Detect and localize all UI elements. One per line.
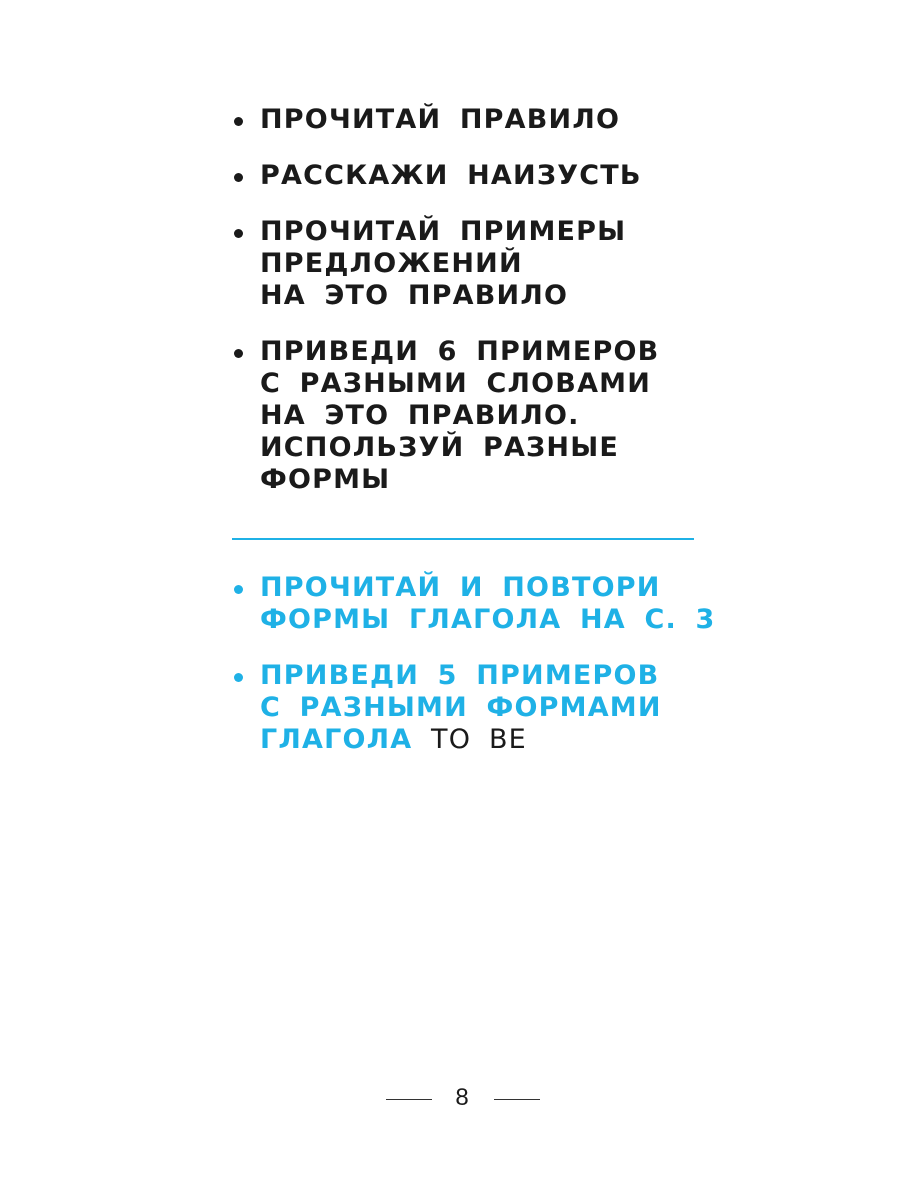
instruction-line: С РАЗНЫМИ ФОРМАМИ [260, 692, 662, 723]
section-divider [232, 538, 694, 540]
instruction-line: ПРОЧИТАЙ ПРАВИЛО [260, 104, 621, 135]
bullet-icon [234, 349, 243, 358]
instruction-line: ФОРМЫ [260, 464, 391, 495]
instruction-line: НА ЭТО ПРАВИЛО [260, 280, 569, 311]
instruction-line: ПРЕДЛОЖЕНИЙ [260, 248, 523, 279]
instruction-item [232, 160, 659, 192]
instruction-line: ПРИВЕДИ 6 ПРИМЕРОВ [260, 336, 660, 367]
instruction-line: РАССКАЖИ НАИЗУСТЬ [260, 160, 642, 191]
instruction-line: ПРОЧИТАЙ ПРИМЕРЫ [260, 216, 627, 247]
verb-to-be: TO BE [431, 724, 527, 755]
instruction-line: НА ЭТО ПРАВИЛО. [260, 400, 580, 431]
instruction-line: ПРОЧИТАЙ И ПОВТОРИ [260, 572, 661, 603]
instruction-item [232, 104, 659, 136]
page-footer [0, 1080, 900, 1120]
bullet-icon [234, 173, 243, 182]
instruction-list-blue [232, 572, 716, 756]
footer-rule-right [494, 1099, 540, 1100]
bullet-icon [234, 229, 243, 238]
instruction-line: ПРИВЕДИ 5 ПРИМЕРОВ [260, 660, 660, 691]
bullet-icon [234, 585, 243, 594]
bullet-icon [234, 673, 243, 682]
bullet-icon [234, 117, 243, 126]
footer-rule-left [386, 1099, 432, 1100]
instruction-line: ФОРМЫ ГЛАГОЛА НА С. 3 [260, 604, 716, 635]
instruction-line-with-tail [260, 724, 716, 756]
instruction-item [232, 660, 716, 756]
instruction-item [232, 572, 716, 636]
instruction-item [232, 216, 659, 312]
page-number: 8 [455, 1084, 469, 1111]
instruction-line: ГЛАГОЛА [260, 724, 413, 755]
instruction-item [232, 336, 659, 496]
instruction-list-black [232, 104, 659, 496]
instruction-line: С РАЗНЫМИ СЛОВАМИ [260, 368, 652, 399]
instruction-line: ИСПОЛЬЗУЙ РАЗНЫЕ [260, 432, 620, 463]
